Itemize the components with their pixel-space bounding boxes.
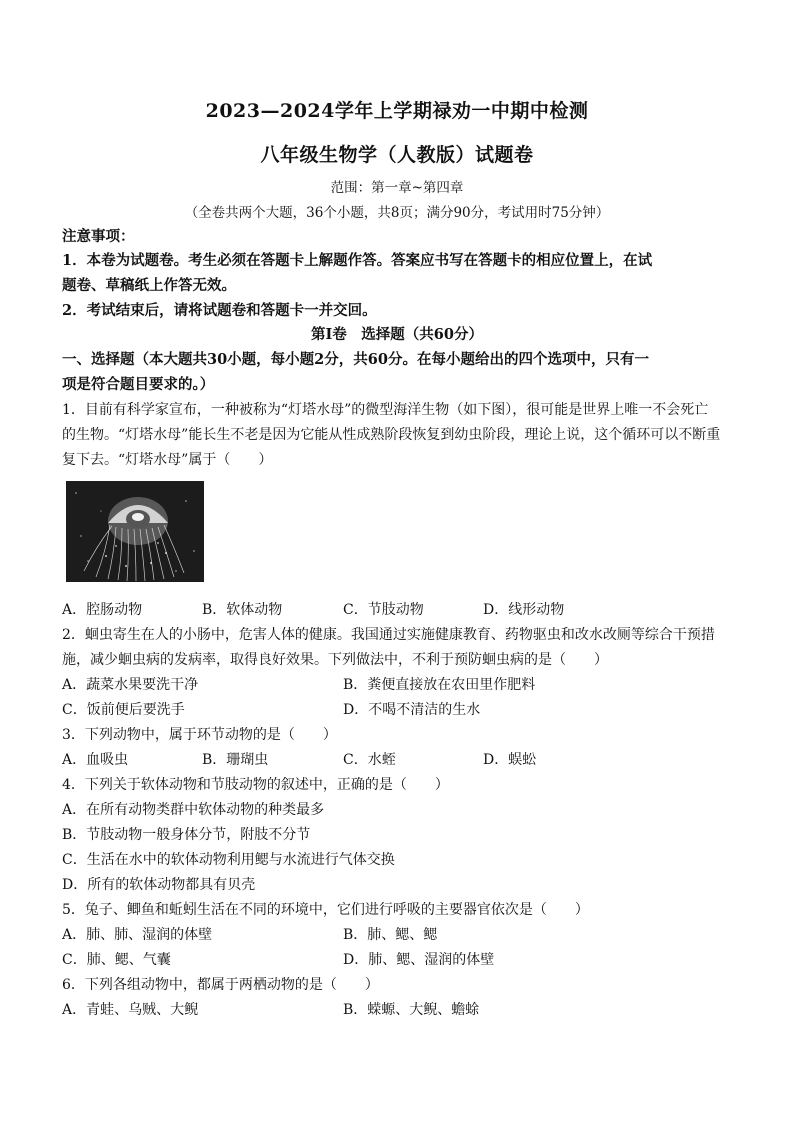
q6-option-a: A．青蛙、乌贼、大鲵 [62,1002,199,1018]
question-1-text: 1．目前有科学家宣布，一种被称为“灯塔水母”的微型海洋生物（如下图），很可能是世界上唯一不会死亡 [62,402,709,418]
q1-option-b: B．软体动物 [202,602,283,618]
section-instruction: 一、选择题（本大题共30小题，每小题2分，共60分。在每小题给出的四个选项中，只有一 [62,351,649,368]
q3-option-a: A．血吸虫 [62,752,129,768]
question-1-text-2: 的生物。“灯塔水母”能长生不老是因为它能从性成熟阶段恢复到幼虫阶段，理论上说，这个循环可以不断重 [62,427,721,443]
q1-option-d: D．线形动物 [483,602,565,618]
section-title: 第Ⅰ卷 选择题（共60分） [311,326,483,343]
exam-info: （全卷共两个大题，36个小题，共8页；满分90分，考试用时75分钟） [184,205,610,221]
notice-item-1-cont: 题卷、草稿纸上作答无效。 [62,277,236,294]
q5-option-a: A．肺、肺、湿润的体壁 [62,927,213,943]
question-2-text: 2．蛔虫寄生在人的小肠中，危害人体的健康。我国通过实施健康教育、药物驱虫和改水改厕等综合干预措 [62,627,715,643]
section-instruction-cont: 项是符合题目要求的。） [62,376,215,393]
q4-option-c: C．生活在水中的软体动物利用鳃与水流进行气体交换 [62,852,395,868]
q6-option-b: B．蝾螈、大鲵、蟾蜍 [343,1002,480,1018]
notice-heading: 注意事项： [62,228,135,245]
q1-option-a: A．腔肠动物 [62,602,143,618]
q3-option-b: B．珊瑚虫 [202,752,269,768]
q3-option-d: D．蜈蚣 [483,752,537,768]
q4-option-b: B．节肢动物一般身体分节，附肢不分节 [62,827,311,843]
q3-option-c: C．水蛭 [343,752,396,768]
q2-option-d: D．不喝不清洁的生水 [343,702,481,718]
jellyfish-image [66,481,204,582]
question-4-text: 4．下列关于软体动物和节肢动物的叙述中，正确的是（ ） [62,777,449,793]
q2-option-a: A．蔬菜水果要洗干净 [62,677,199,693]
q5-option-b: B．肺、鳃、鳃 [343,927,438,943]
question-6-text: 6．下列各组动物中，都属于两栖动物的是（ ） [62,977,379,993]
q4-option-a: A．在所有动物类群中软体动物的种类最多 [62,802,325,818]
question-3-text: 3．下列动物中，属于环节动物的是（ ） [62,727,337,743]
question-1-text-3: 复下去。“灯塔水母”属于（ ） [62,452,273,468]
q2-option-b: B．粪便直接放在农田里作肥料 [343,677,536,693]
notice-item-1: 1．本卷为试题卷。考生必须在答题卡上解题作答。答案应书写在答题卡的相应位置上，在试 [62,252,653,269]
q5-option-d: D．肺、鳃、湿润的体壁 [343,952,495,968]
q1-option-c: C．节肢动物 [343,602,424,618]
exam-title: 2023—2024学年上学期禄劝一中期中检测 [205,100,589,122]
question-5-text: 5．兔子、鲫鱼和蚯蚓生活在不同的环境中，它们进行呼吸的主要器官依次是（ ） [62,902,589,918]
q2-option-c: C．饭前便后要洗手 [62,702,185,718]
notice-item-2: 2．考试结束后，请将试题卷和答题卡一并交回。 [62,302,377,319]
jellyfish-photo [66,481,204,582]
q4-option-d: D．所有的软体动物都具有贝壳 [62,877,256,893]
q5-option-c: C．肺、鳃、气囊 [62,952,171,968]
exam-subtitle: 八年级生物学（人教版）试题卷 [260,144,534,166]
exam-scope: 范围：第一章~第四章 [330,180,464,196]
question-2-text-2: 施，减少蛔虫病的发病率，取得良好效果。下列做法中，不利于预防蛔虫病的是（ ） [62,652,608,668]
